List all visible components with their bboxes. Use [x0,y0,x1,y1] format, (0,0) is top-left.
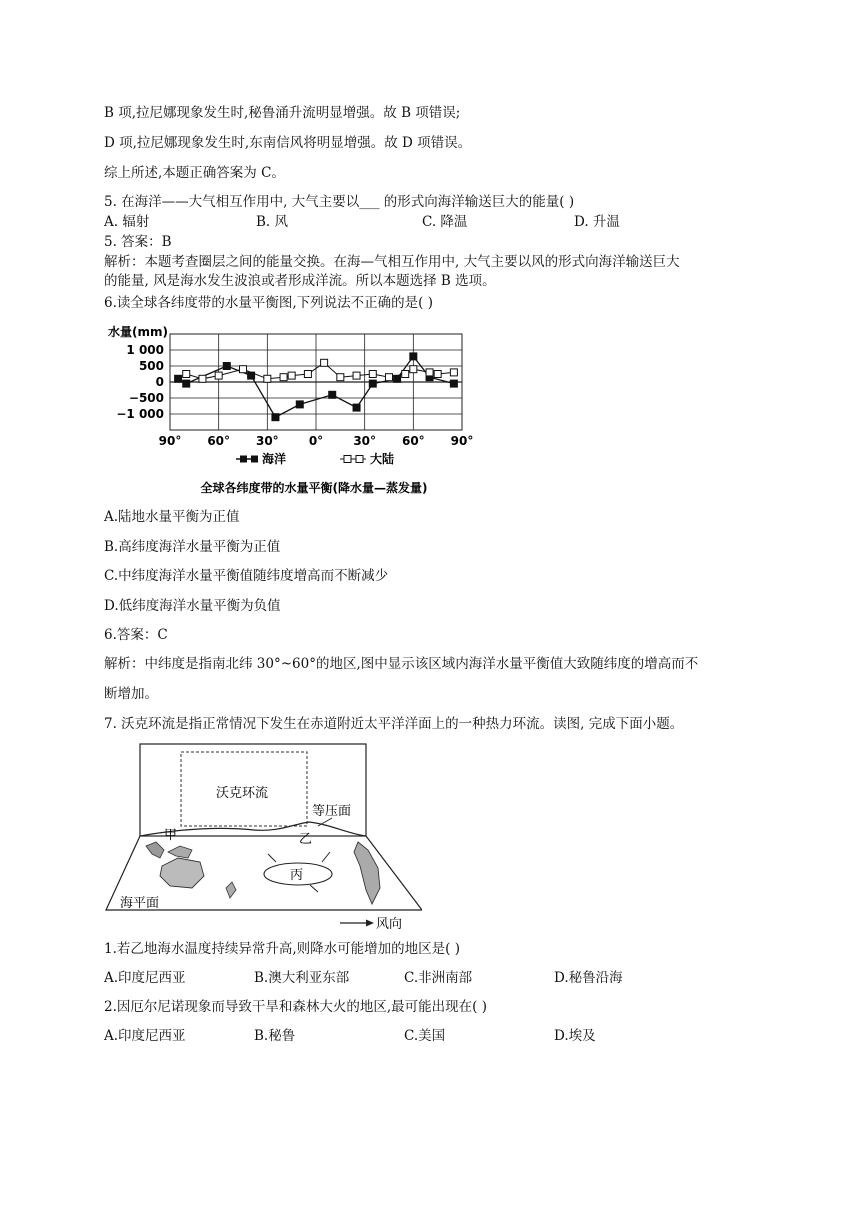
chart-x-tick-label: 60° [207,434,231,448]
chart-x-tick-label: 90° [450,434,474,448]
land-data-point [450,369,457,376]
land-data-point [288,372,295,379]
legend-land-label: 大陆 [370,452,395,466]
chart-y-tick-label: 1 000 [126,343,164,357]
chart-y-ticks [116,343,164,421]
wind-arrow-head [366,920,374,927]
chart-x-ticks [159,434,474,448]
question-7-sub-2-options [104,1027,744,1045]
land-data-point [353,372,360,379]
divergence-arrow [322,852,330,862]
ocean-data-point [272,414,279,421]
bing-label: 丙 [290,868,304,883]
chart-legend [236,451,394,466]
land-data-point [304,371,311,378]
chart-grid [170,334,462,430]
chart-title: 全球各纬度带的水量平衡(降水量—蒸发量) [200,481,428,495]
legend-ocean-marker [251,456,258,463]
water-balance-chart-svg [104,320,484,500]
question-7-sub-2-stem: 2.因厄尔尼诺现象而导致干旱和森林大火的地区,最可能出现在( ) [104,999,487,1015]
option-b: B.秘鲁 [254,1028,296,1044]
option-c: C.非洲南部 [404,970,473,986]
option-d: D. 升温 [574,214,620,230]
australia-landmass [160,858,204,888]
chart-y-tick-label: 0 [155,375,164,389]
question-5-analysis-line-2: 的能量, 风是海水发生波浪或者形成洋流。所以本题选择 B 选项。 [104,273,496,289]
ocean-data-point [296,401,303,408]
option-a: A.印度尼西亚 [104,1028,186,1044]
land-data-point [321,359,328,366]
option-b: B.澳大利亚东部 [254,970,350,986]
new-guinea-landmass [168,846,192,858]
chart-x-tick-label: 30° [255,434,279,448]
question-6-analysis-line-2: 断增加。 [104,686,158,702]
land-data-point [280,374,287,381]
isobar-label: 等压面 [312,804,352,819]
ocean-data-point [353,404,360,411]
land-data-point [183,371,190,378]
question-7-stem: 7. 沃克环流是指正常情况下发生在赤道附近太平洋洋面上的一种热力环流。读图, 完成下面小题。 [104,716,684,732]
walker-circulation-svg [104,742,422,930]
legend-ocean-label: 海洋 [262,452,287,466]
ocean-data-point [175,375,182,382]
question-6-option-c: C.中纬度海洋水量平衡值随纬度增高而不断减少 [104,568,389,584]
ocean-data-point [329,391,336,398]
walker-circulation-diagram [104,742,422,930]
ocean-data-point [369,380,376,387]
walker-label: 沃克环流 [216,786,269,801]
legend-ocean-marker [240,456,247,463]
paragraph-conclusion: 综上所述,本题正确答案为 C。 [104,165,285,181]
chart-y-tick-label: 500 [138,359,164,373]
land-data-point [264,375,271,382]
ocean-data-point [183,380,190,387]
divergence-arrow [268,854,276,862]
land-data-point [337,374,344,381]
jia-label: 甲 [164,828,178,843]
question-7-sub-1-options [104,969,744,987]
ocean-data-point [450,380,457,387]
ocean-data-point [410,353,417,360]
yi-label: 乙 [299,832,313,847]
option-b: B. 风 [256,214,289,230]
question-7-sub-1-stem: 1.若乙地海水温度持续异常升高,则降水可能增加的地区是( ) [104,941,460,957]
chart-y-tick-label: −500 [128,391,164,405]
question-5-answer: 5. 答案：B [104,234,172,250]
option-d: D.秘鲁沿海 [554,970,623,986]
sea-level-label: 海平面 [120,896,160,911]
chart-y-tick-label: −1 000 [116,407,164,421]
chart-x-tick-label: 60° [401,434,425,448]
water-balance-chart [104,320,484,500]
divergence-arrow [310,885,318,892]
question-5-options [104,213,744,231]
option-a: A.印度尼西亚 [104,970,186,986]
question-6-option-a: A.陆地水量平衡为正值 [104,509,240,525]
question-6-answer: 6.答案：C [104,627,168,643]
land-data-point [402,371,409,378]
chart-x-tick-label: 0° [308,434,324,448]
indonesia-landmass [146,842,164,858]
chart-x-tick-label: 90° [158,434,182,448]
option-c: C.美国 [404,1028,446,1044]
land-data-point [426,369,433,376]
chart-x-tick-label: 30° [353,434,377,448]
land-data-point [386,374,393,381]
question-5-analysis-line-1: 解析：本题考查圈层之间的能量交换。在海—气相互作用中, 大气主要以风的形式向海洋输送巨大 [104,254,680,270]
south-america-landmass [354,842,380,904]
paragraph-b-option-analysis: B 项,拉尼娜现象发生时,秘鲁涌升流明显增强。故 B 项错误; [104,105,461,121]
land-data-point [199,375,206,382]
question-6-option-d: D.低纬度海洋水量平衡为负值 [104,598,281,614]
land-data-point [240,366,247,373]
question-6-analysis-line-1: 解析：中纬度是指南北纬 30°~60°的地区,图中显示该区域内海洋水量平衡值大致随纬度的增高而不 [104,656,699,672]
land-data-point [215,372,222,379]
land-data-point [410,366,417,373]
question-5-stem: 5. 在海洋——大气相互作用中, 大气主要以___ 的形式向海洋输送巨大的能量( ) [104,194,575,210]
land-data-point [369,371,376,378]
chart-y-axis-label: 水量(mm) [108,325,168,339]
question-6-option-b: B.高纬度海洋水量平衡为正值 [104,539,281,555]
new-zealand-landmass [226,882,236,898]
question-6-stem: 6.读全球各纬度带的水量平衡图,下列说法不正确的是( ) [104,295,433,311]
ocean-data-point [223,363,230,370]
legend-land-marker [356,456,363,463]
land-data-point [434,371,441,378]
option-d: D.埃及 [554,1028,596,1044]
wind-label: 风向 [376,917,403,930]
option-a: A. 辐射 [104,214,150,230]
option-c: C. 降温 [422,214,468,230]
legend-land-marker [344,456,351,463]
paragraph-d-option-analysis: D 项,拉尼娜现象发生时,东南信风将明显增强。故 D 项错误。 [104,135,472,151]
